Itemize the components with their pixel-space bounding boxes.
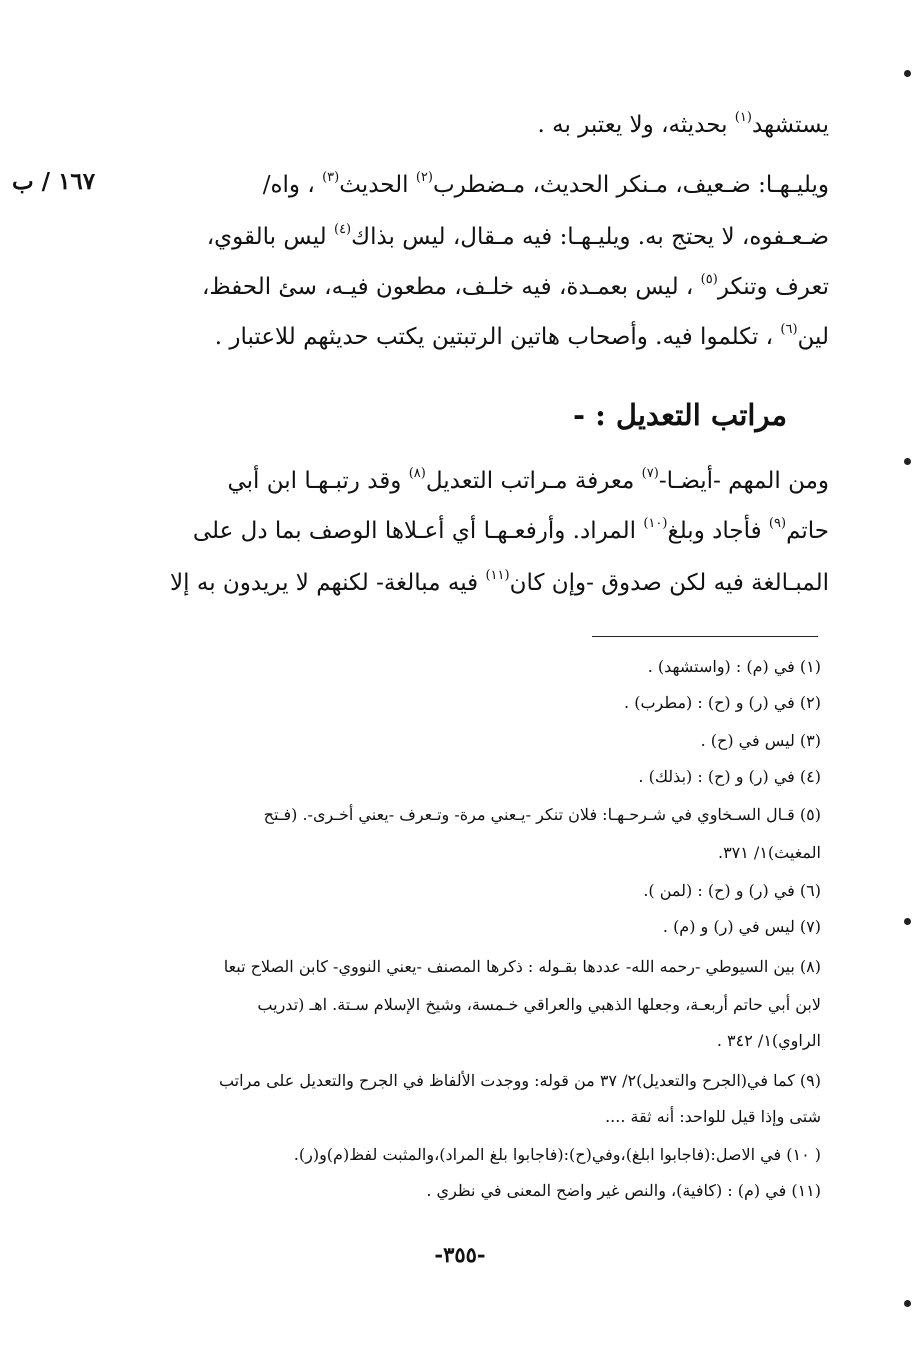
footnote-4: (٤) في (ر) و (ح) : (بذلك) . xyxy=(638,767,821,786)
footnote-ref[interactable]: (٤) xyxy=(333,222,352,238)
footnote-ref[interactable]: (١٠) xyxy=(643,516,668,532)
footnote-ref[interactable]: (٥) xyxy=(700,272,718,288)
footnote-8: (٨) بين السيوطي -رحمه الله- عددها بقـوله : ذكرها المصنف -يعني النووي- كابن الصلاح تبعا xyxy=(223,957,821,976)
body-line-1 xyxy=(537,110,829,140)
body-text: ومن المهم -أيضـا- xyxy=(658,468,829,494)
body-text: ليس بالقوي، xyxy=(206,224,327,250)
body-text: ، تكلموا فيه. وأصحاب هاتين الرتبتين يكتب حديثهم للاعتبار . xyxy=(214,324,774,350)
footnote-11: (١١) في (م) : (كافية)، والنص غير واضح المعنى في نظري . xyxy=(426,1181,821,1200)
body-text: بحديثه، ولا يعتبر به . xyxy=(537,112,728,138)
footnote-ref[interactable]: (٨) xyxy=(408,466,426,482)
footnote-5-cont: المغيث)١/ ٣٧١. xyxy=(717,843,821,862)
footnote-3: (٣) ليس في (ح) . xyxy=(700,731,821,750)
footnote-8-cont2: الراوي)١/ ٣٤٢ . xyxy=(716,1031,821,1050)
body-text: تعرف وتنكر xyxy=(717,274,829,300)
section-line-1 xyxy=(227,466,829,496)
body-text: يستشهد xyxy=(751,112,829,138)
margin-dot xyxy=(904,918,911,925)
body-text: المبـالغة فيه لكن صدوق -وإن كان xyxy=(509,570,829,596)
footnote-ref[interactable]: (٧) xyxy=(641,466,659,482)
body-text: ، واه/ xyxy=(262,172,315,198)
body-text: ويليـهـا: ضـعيف، مـنكر الحديث، مـضطرب xyxy=(432,172,829,198)
footnote-ref[interactable]: (١) xyxy=(734,110,752,126)
footnote-divider xyxy=(592,636,818,637)
body-text: وقد رتبـهـا ابن أبي xyxy=(227,468,402,494)
margin-dot xyxy=(904,1300,911,1307)
footnote-5: (٥) قـال السـخاوي في شـرحـهـا: فلان تنكر -يـعني مرة- وتـعرف -يعني أخـرى-. (فـتح xyxy=(263,805,821,824)
margin-folio-note: ١٦٧ / ب xyxy=(12,168,96,195)
footnote-ref[interactable]: (٩) xyxy=(768,516,787,532)
body-text: المراد. وأرفعـهـا أي أعـلاها الوصف بما دل على xyxy=(192,518,637,544)
body-line-5 xyxy=(215,322,829,352)
margin-dot xyxy=(904,70,911,77)
footnote-ref[interactable]: (١١) xyxy=(485,568,510,584)
body-text: حاتم xyxy=(786,518,829,544)
footnote-ref[interactable]: (٦) xyxy=(780,322,798,338)
footnote-ref[interactable]: (٢) xyxy=(415,170,433,186)
footnote-1: (١) في (م) : (واستشهد) . xyxy=(647,657,821,676)
body-text: ضـعـفوه، لا يحتج به. ويليـهـا: فيه مـقال، ليس بذاك xyxy=(351,224,829,250)
section-line-3 xyxy=(170,568,829,598)
page-number: -٣٥٥- xyxy=(434,1242,486,1267)
footnote-ref[interactable]: (٣) xyxy=(322,170,340,186)
body-line-4 xyxy=(202,272,829,302)
footnote-9: (٩) كما في(الجرح والتعديل)٢/ ٣٧ من قوله: ووجدت الألفاظ في الجرح والتعديل على مراتب xyxy=(218,1071,821,1090)
footnote-10: ( ١٠) في الاصل:(فاجابوا ابلغ)،وفي(ح):(فاجابوا بلغ المراد)،والمثبت لفظ(م)و(ر). xyxy=(293,1145,821,1164)
body-text: لين xyxy=(797,324,829,350)
footnote-7: (٧) ليس في (ر) و (م) . xyxy=(662,917,821,936)
footnote-9-cont: شتى وإذا قيل للواحد: أنه ثقة .... xyxy=(605,1107,821,1126)
footnote-2: (٢) في (ر) و (ح) : (مطرب) . xyxy=(624,693,821,712)
footnote-6: (٦) في (ر) و (ح) : (لمن ). xyxy=(643,881,821,900)
body-line-2 xyxy=(229,170,829,200)
margin-dot xyxy=(904,458,911,465)
body-text: ، ليس بعمـدة، فيه خلـف، مطعون فيـه، سئ الحفظ، xyxy=(201,274,694,300)
body-text: فيه مبالغة- لكنهم لا يريدون به إلا xyxy=(170,570,479,596)
section-heading: مراتب التعديل : - xyxy=(572,398,787,432)
section-line-2 xyxy=(193,516,829,546)
body-line-3 xyxy=(207,222,829,252)
body-text: فأجاد وبلغ xyxy=(667,518,762,544)
body-text: الحديث xyxy=(339,172,409,198)
footnote-8-cont: لابن أبي حاتم أربعـة، وجعلها الذهبي والعراقي خـمسة، وشيخ الإسلام سـتة. اهـ (تدريب xyxy=(257,995,821,1014)
body-text: معرفة مـراتب التعديل xyxy=(425,468,635,494)
